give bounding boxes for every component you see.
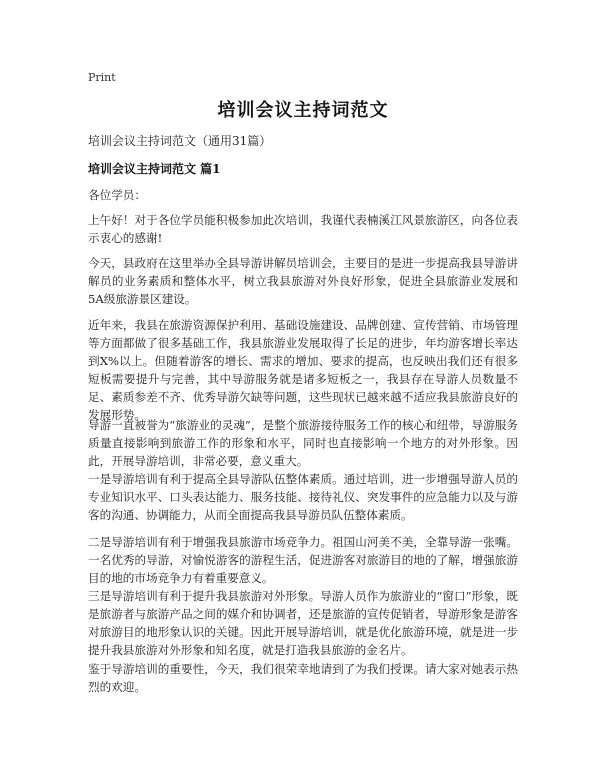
paragraph-point-three: 三是导游培训有利于提升我县旅游对外形象。导游人员作为旅游业的“窗口”形象，既是旅游者与旅游产品之间的媒介和协调者，还是旅游的宣传促销者，导游形象是游客对旅游目的地形象认识的关键。因此开展导游培训，就是优化旅游环境，就是进一步提升我县旅游对外形象和知名度，就是打造我县旅游的金名片。 [88,589,518,657]
paragraph-greeting: 上午好！对于各位学员能积极参加此次培训，我谨代表楠溪江风景旅游区，向各位表示衷心的感谢! [88,213,518,245]
document-title: 培训会议主持词范文 [217,100,389,121]
paragraph-point-one: 一是导游培训有利于提高全县导游队伍整体素质。通过培训，进一步增强导游人员的专业知识水平、口头表达能力、服务技能、接待礼仪、突发事件的应急能力以及与游客的沟通、协调能力，从而全面提高我县导游员队伍整体素质。 [88,472,518,522]
paragraph-background: 近年来，我县在旅游资源保护利用、基础设施建设、品牌创建、宣传营销、市场管理等方面都做了很多基础工作，我县旅游业发展取得了长足的进步，年均游客增长率达到X%以上。但随着游客的增长、需求的增加、要求的提高，也反映出我们还有很多短板需要提升与完善，其中导游服务就是诸多短板之一，我县存在导游人员数量不足、素质参差不齐、优秀导游欠缺等问题，这些现状已越来越不适应我县旅游良好的发展形势。 [88,318,518,422]
section-heading: 培训会议主持词范文 篇1 [88,162,221,176]
paragraph-importance: 导游一直被誉为“旅游业的灵魂”，是整个旅游接待服务工作的核心和纽带，导游服务质量直接影响到旅游工作的形象和水平，同时也直接影响一个地方的对外形象。因此，开展导游培训，非常必要，意义重大。 [88,418,518,468]
paragraph-salutation: 各位学员： [88,188,146,202]
print-link[interactable]: Print [88,71,116,84]
paragraph-point-two: 二是导游培训有利于增强我县旅游市场竞争力。祖国山河美不美，全靠导游一张嘴。一名优秀的导游，对愉悦游客的游程生活，促进游客对旅游目的地的了解，增强旅游目的地的市场竞争力有着重要意义。 [88,535,518,585]
paragraph-closing: 鉴于导游培训的重要性，今天，我们很荣幸地请到了为我们授课。请大家对她表示热烈的欢迎。 [88,662,518,694]
document-subtitle: 培训会议主持词范文（通用31篇） [88,134,272,148]
paragraph-purpose: 今天，县政府在这里举办全县导游讲解员培训会，主要目的是进一步提高我县导游讲解员的业务素质和整体水平，树立我县旅游对外良好形象，促进全县旅游业发展和5A级旅游景区建设。 [88,256,518,306]
